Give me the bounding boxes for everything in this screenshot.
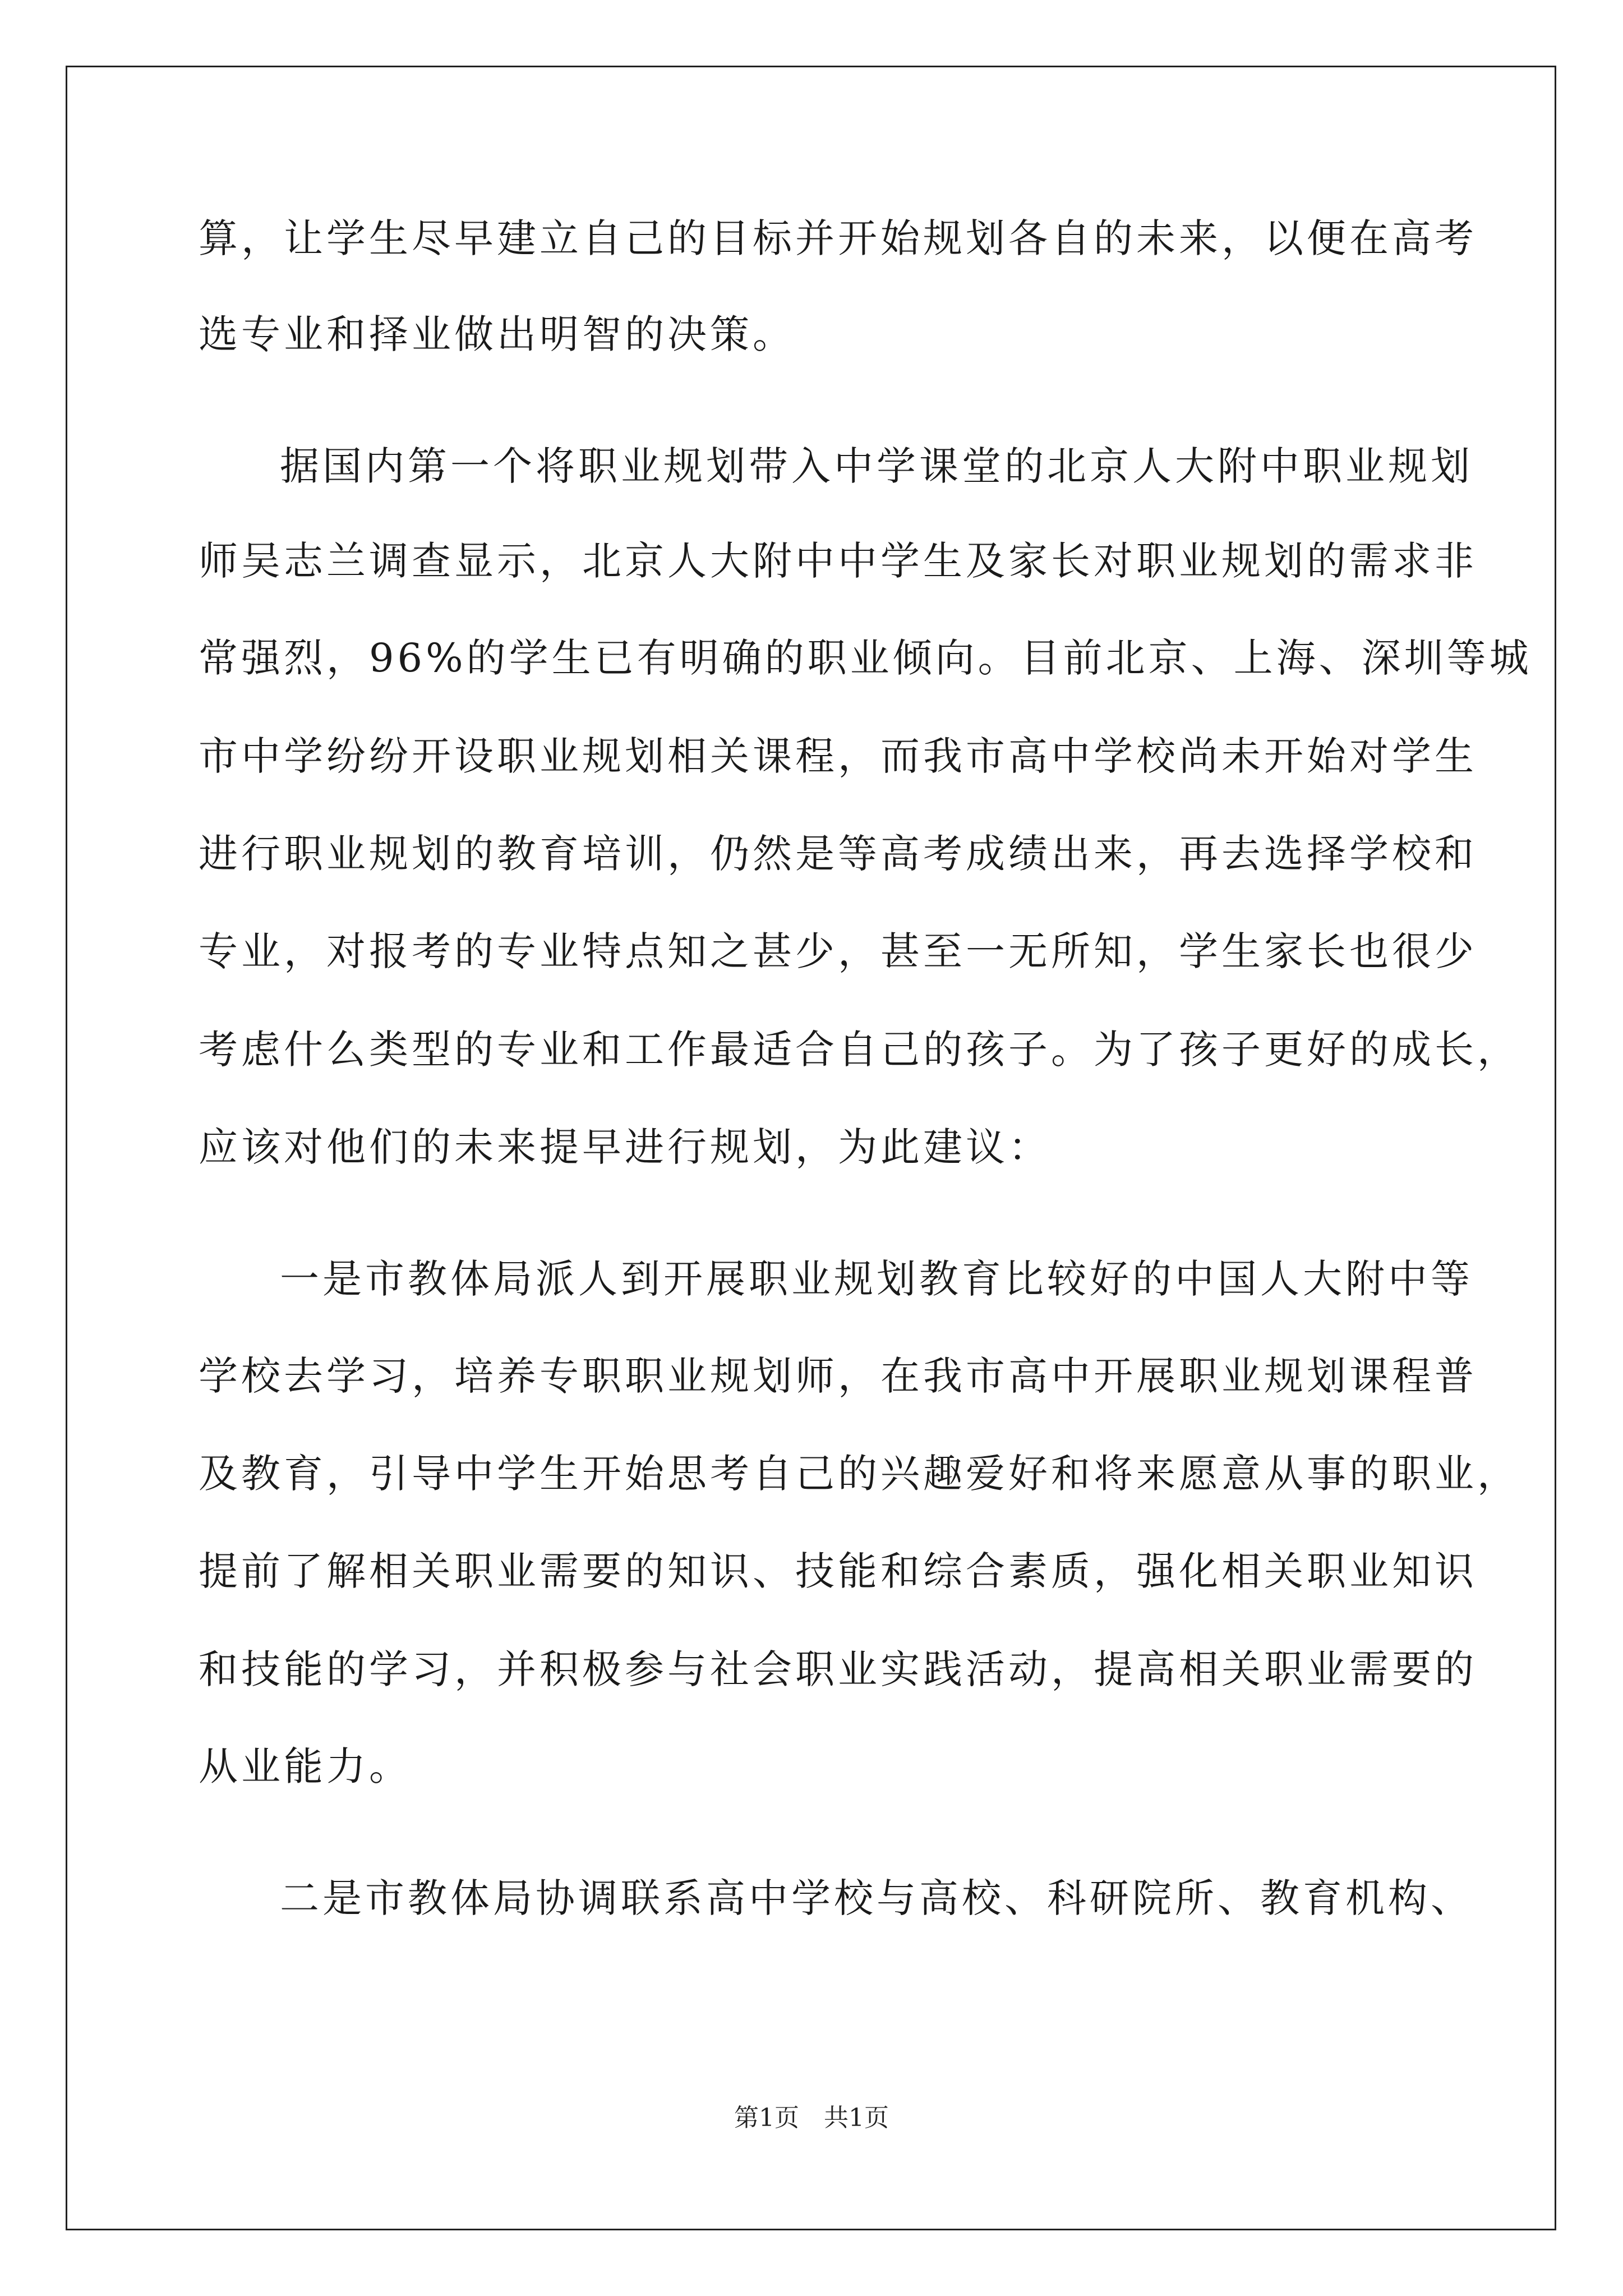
text-line: 据国内第一个将职业规划带入中学课堂的北京人大附中职业规划: [280, 443, 1473, 489]
text-line: 选专业和择业做出明智的决策。: [199, 311, 795, 357]
text-line: 应该对他们的未来提早进行规划，为此建议：: [199, 1124, 1051, 1170]
text-line: 一是市教体局派人到开展职业规划教育比较好的中国人大附中等: [280, 1256, 1473, 1302]
text-line: 常强烈，96%的学生已有明确的职业倾向。目前北京、上海、深圳等城: [199, 635, 1532, 681]
text-line: 及教育，引导中学生开始思考自己的兴趣爱好和将来愿意从事的职业，: [199, 1451, 1520, 1497]
text-line: 考虑什么类型的专业和工作最适合自己的孩子。为了孩子更好的成长，: [199, 1027, 1520, 1073]
text-line: 从业能力。: [199, 1743, 412, 1789]
text-line: 提前了解相关职业需要的知识、技能和综合素质，强化相关职业知识: [199, 1548, 1477, 1594]
text-line: 市中学纷纷开设职业规划相关课程，而我市高中学校尚未开始对学生: [199, 733, 1477, 779]
text-line: 和技能的学习，并积极参与社会职业实践活动，提高相关职业需要的: [199, 1646, 1477, 1692]
text-line: 二是市教体局协调联系高中学校与高校、科研院所、教育机构、: [280, 1875, 1473, 1921]
text-line: 专业，对报考的专业特点知之甚少，甚至一无所知，学生家长也很少: [199, 928, 1477, 974]
text-line: 算，让学生尽早建立自己的目标并开始规划各自的未来，以便在高考: [199, 215, 1477, 261]
text-line: 进行职业规划的教育培训，仍然是等高考成绩出来，再去选择学校和: [199, 831, 1477, 877]
text-line: 学校去学习，培养专职职业规划师，在我市高中开展职业规划课程普: [199, 1353, 1477, 1399]
page-footer: 第1页 共1页: [734, 2104, 889, 2132]
text-line: 师吴志兰调查显示，北京人大附中中学生及家长对职业规划的需求非: [199, 538, 1477, 584]
